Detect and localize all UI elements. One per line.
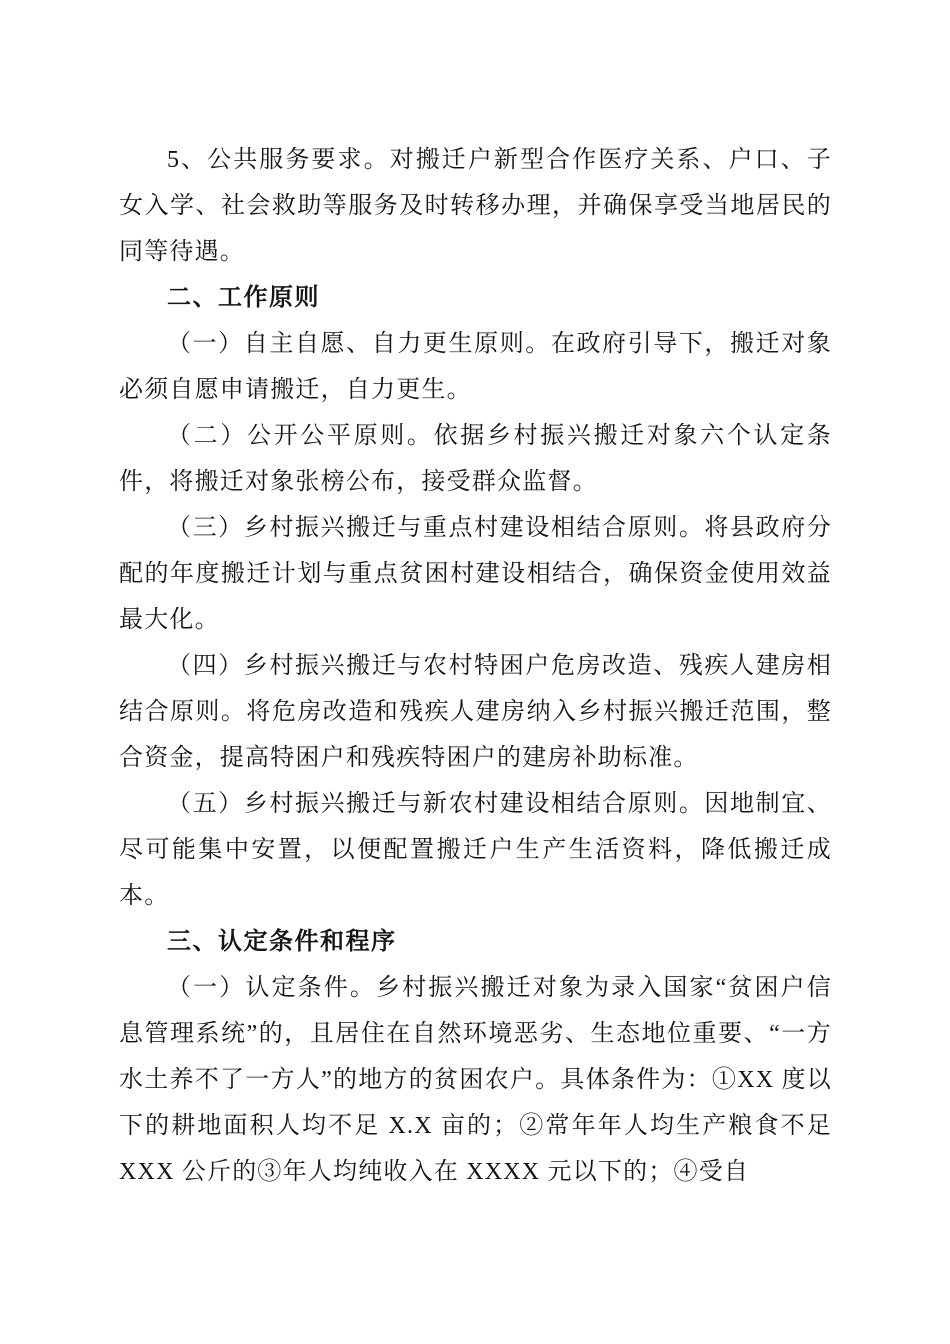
paragraph-principle-3-key-village: （三）乡村振兴搬迁与重点村建设相结合原则。将县政府分配的年度搬迁计划与重点贫困村建设相结合，确保资金使用效益最大化。: [119, 515, 832, 633]
paragraph-identification-criteria: （一）认定条件。乡村振兴搬迁对象为录入国家“贫困户信息管理系统”的，且居住在自然环境恶劣、生态地位重要、“一方水土养不了一方人”的地方的贫困农户。具体条件为：①XX 度以下的耕地面积人均不足 X.X 亩的；②常年年人均生产粮食不足 XXX 公斤的③年人均纯收入在 XXXX 元以下的；④受自: [119, 975, 832, 1185]
section-heading-criteria-procedures: 三、认定条件和程序: [167, 928, 397, 955]
paragraph-public-service-requirements: 5、公共服务要求。对搬迁户新型合作医疗关系、户口、子女入学、社会救助等服务及时转移办理，并确保享受当地居民的同等待遇。: [119, 147, 832, 265]
paragraph-principle-5-new-rural: （五）乡村振兴搬迁与新农村建设相结合原则。因地制宜、尽可能集中安置，以便配置搬迁户生产生活资料，降低搬迁成本。: [119, 791, 832, 909]
paragraph-principle-1-voluntary: （一）自主自愿、自力更生原则。在政府引导下，搬迁对象必须自愿申请搬迁，自力更生。: [119, 331, 832, 403]
paragraph-principle-2-open-fair: （二）公开公平原则。依据乡村振兴搬迁对象六个认定条件，将搬迁对象张榜公布，接受群众监督。: [119, 423, 832, 495]
section-heading-work-principles: 二、工作原则: [167, 284, 320, 311]
paragraph-principle-4-renovation-disabled: （四）乡村振兴搬迁与农村特困户危房改造、残疾人建房相结合原则。将危房改造和残疾人建房纳入乡村振兴搬迁范围，整合资金，提高特困户和残疾特困户的建房补助标准。: [119, 653, 832, 771]
